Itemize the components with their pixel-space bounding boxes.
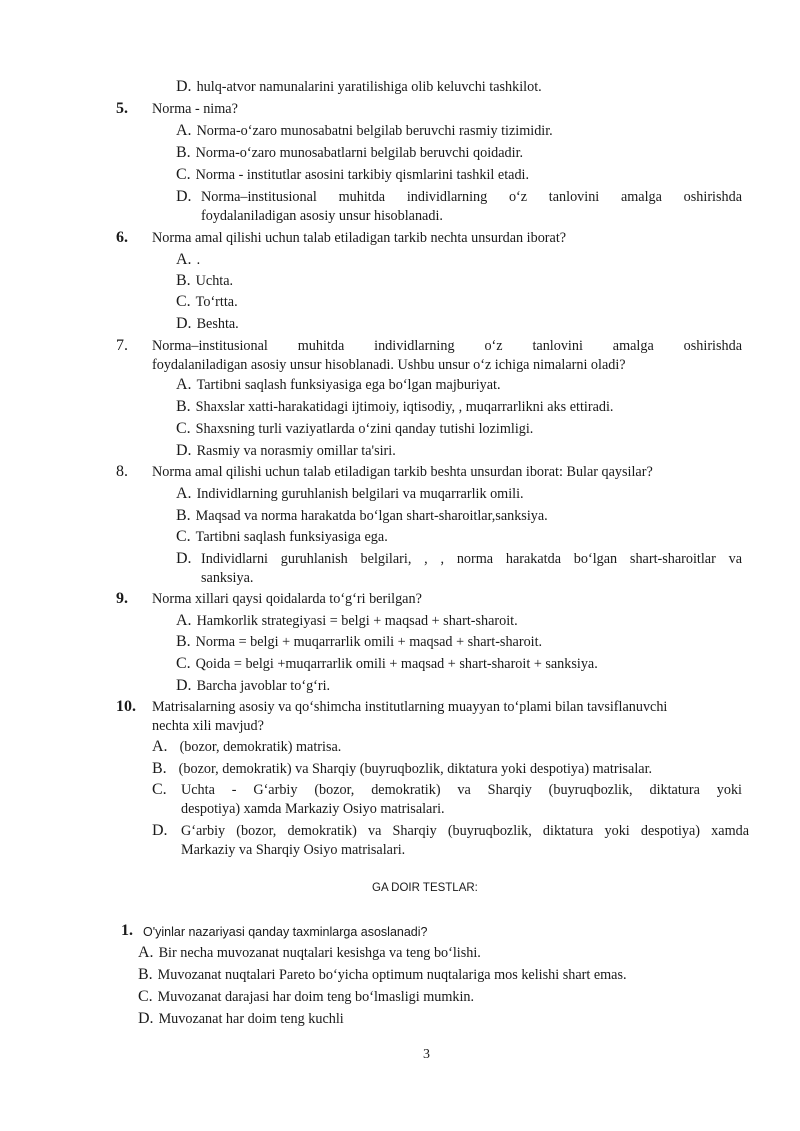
q7-option-b xyxy=(176,398,613,416)
question-text: Norma amal qilishi uchun talab etiladigan tarkib beshta unsurdan iborat: Bular qaysilar? xyxy=(152,464,653,480)
option-letter: B. xyxy=(176,272,191,289)
option-letter: D. xyxy=(152,822,168,839)
question-text-line2: nechta xili mavjud? xyxy=(152,718,264,734)
question-text: Norma xillari qaysi qoidalarda to‘g‘ri berilgan? xyxy=(152,591,422,607)
q5-option-c xyxy=(176,166,529,184)
option-text: . xyxy=(196,252,201,268)
option-text: Tartibni saqlash funksiyasiga ega. xyxy=(195,529,388,545)
question-text-line1: Matrisalarning asosiy va qo‘shimcha institutlarning muayyan to‘plami bilan tavsiflanuvchi xyxy=(152,699,668,715)
g1-option-c xyxy=(138,988,474,1006)
question-number: 9. xyxy=(116,590,128,607)
option-letter: B. xyxy=(176,398,191,415)
g1-option-b xyxy=(138,966,627,984)
option-text: Norma = belgi + muqarrarlik omili + maqsad + shart-sharoit. xyxy=(195,634,543,650)
option-text: Shaxslar xatti-harakatidagi ijtimoiy, iqtisodiy, , muqarrarlikni aks ettiradi. xyxy=(195,399,614,415)
option-letter: C. xyxy=(176,655,191,672)
question-number: 7. xyxy=(116,337,128,354)
q8-option-a xyxy=(176,485,524,503)
option-letter: C. xyxy=(176,293,191,310)
q7-option-c xyxy=(176,420,533,438)
option-text: Norma-o‘zaro munosabatlarni belgilab beruvchi qoidadir. xyxy=(195,145,524,161)
option-text: Bir necha muvozanat nuqtalari kesishga va teng bo‘lishi. xyxy=(158,945,481,961)
question-number: 8. xyxy=(116,463,128,480)
question-number: 5. xyxy=(116,100,128,117)
option-letter: C. xyxy=(176,166,191,183)
option-letter: A. xyxy=(138,944,154,961)
q10-option-c-letter xyxy=(152,781,172,799)
q5-option-a xyxy=(176,122,553,140)
q5-option-d-letter xyxy=(176,188,197,206)
option-text: Beshta. xyxy=(196,316,239,332)
option-letter: A. xyxy=(176,485,192,502)
question-number: 10. xyxy=(116,698,136,715)
option-letter: C. xyxy=(138,988,153,1005)
option-letter: D. xyxy=(138,1010,154,1027)
option-letter: B. xyxy=(176,144,191,161)
q8-option-b xyxy=(176,507,548,525)
q9-option-b xyxy=(176,633,542,651)
option-letter: B. xyxy=(176,633,191,650)
option-text: Norma - institutlar asosini tarkibiy qismlarini tashkil etadi. xyxy=(195,167,530,183)
q10-option-d-text-line1: G‘arbiy (bozor, demokratik) va Sharqiy (buyruqbozlik, diktatura yoki despotiya) xamda xyxy=(181,823,749,839)
option-letter: D. xyxy=(176,550,192,567)
g1-option-a xyxy=(138,944,481,962)
page-number: 3 xyxy=(423,1047,430,1062)
option-letter: C. xyxy=(176,420,191,437)
option-letter: B. xyxy=(138,966,153,983)
q7-option-d xyxy=(176,442,396,460)
section-heading: GA DOIR TESTLAR: xyxy=(372,882,478,894)
q9-option-a xyxy=(176,612,518,630)
option-letter: C. xyxy=(176,528,191,545)
option-letter: A. xyxy=(176,612,192,629)
option-text: Qoida = belgi +muqarrarlik omili + maqsad + shart-sharoit + sanksiya. xyxy=(195,656,598,672)
q10-option-c-text-line1: Uchta - G‘arbiy (bozor, demokratik) va Sharqiy (buyruqbozlik, diktatura yoki xyxy=(181,782,742,798)
option-text: Barcha javoblar to‘g‘ri. xyxy=(196,678,331,694)
q10-option-d-text-line2: Markaziy va Sharqiy Osiyo matrisalari. xyxy=(181,842,406,858)
option-text: Uchta. xyxy=(195,273,234,289)
question-text: Norma - nima? xyxy=(152,101,238,117)
question-number: 6. xyxy=(116,229,128,246)
q5-option-b xyxy=(176,144,523,162)
option-text: To‘rtta. xyxy=(195,294,238,310)
q10-option-c-text-line2: despotiya) xamda Markaziy Osiyo matrisalari. xyxy=(181,801,445,817)
g1-option-d xyxy=(138,1010,344,1028)
option-text: Rasmiy va norasmiy omillar ta'siri. xyxy=(196,443,396,459)
option-text: Shaxsning turli vaziyatlarda o‘zini qanday tutishi lozimligi. xyxy=(195,421,534,437)
option-letter: B. xyxy=(176,507,191,524)
option-text: hulq-atvor namunalarini yaratilishiga olib keluvchi tashkilot. xyxy=(196,79,542,95)
q6-option-b xyxy=(176,272,233,290)
q6-option-d xyxy=(176,315,239,333)
option-text: Individlarning guruhlanish belgilari va muqarrarlik omili. xyxy=(196,486,524,502)
question-text-line1: Norma–institusional muhitda individlarning o‘z tanlovini amalga oshirishda xyxy=(152,338,742,354)
option-letter: D. xyxy=(176,677,192,694)
option-text: Muvozanat nuqtalari Pareto bo‘yicha optimum nuqtalariga mos kelishi shart emas. xyxy=(157,967,627,983)
option-letter: B. xyxy=(152,760,167,777)
q7-option-a xyxy=(176,376,501,394)
option-letter: A. xyxy=(176,122,192,139)
question-number: 1. xyxy=(121,922,133,939)
q8-option-d-letter xyxy=(176,550,197,568)
option-letter: A. xyxy=(176,376,192,393)
q9-option-d xyxy=(176,677,330,695)
question-text-line2: foydalaniladigan asosiy unsur hisoblanadi. Ushbu unsur o‘z ichiga nimalarni oladi? xyxy=(152,357,626,373)
option-letter: D. xyxy=(176,188,192,205)
option-letter: A. xyxy=(176,251,192,268)
q6-option-c xyxy=(176,293,238,311)
q10-option-b xyxy=(152,760,652,778)
question-text: Norma amal qilishi uchun talab etiladigan tarkib nechta unsurdan iborat? xyxy=(152,230,567,246)
q10-option-d-letter xyxy=(152,822,173,840)
option-letter: C. xyxy=(152,781,167,798)
q4-option-d xyxy=(176,78,542,96)
option-letter: A. xyxy=(152,738,168,755)
q10-option-a xyxy=(152,738,341,756)
q8-option-d-text-line1: Individlarni guruhlanish belgilari, , , norma harakatda bo‘lgan shart-sharoitlar va xyxy=(201,551,742,567)
question-text: O'yinlar nazariyasi qanday taxminlarga asoslanadi? xyxy=(143,925,428,939)
option-text: Norma-o‘zaro munosabatni belgilab beruvchi rasmiy tizimidir. xyxy=(196,123,553,139)
option-text: Muvozanat darajasi har doim teng bo‘lmasligi mumkin. xyxy=(157,989,475,1005)
option-letter: D. xyxy=(176,315,192,332)
option-text: Muvozanat har doim teng kuchli xyxy=(158,1011,344,1027)
option-letter: D. xyxy=(176,442,192,459)
q8-option-d-text-line2: sanksiya. xyxy=(201,570,254,586)
q8-option-c xyxy=(176,528,388,546)
option-letter: D. xyxy=(176,78,192,95)
option-text: (bozor, demokratik) va Sharqiy (buyruqbozlik, diktatura yoki despotiya) matrisalar. xyxy=(178,761,653,777)
option-text: (bozor, demokratik) matrisa. xyxy=(179,739,342,755)
q5-option-d-text-line1: Norma–institusional muhitda individlarning o‘z tanlovini amalga oshirishda xyxy=(201,189,742,205)
option-text: Tartibni saqlash funksiyasiga ega bo‘lgan majburiyat. xyxy=(196,377,501,393)
option-text: Hamkorlik strategiyasi = belgi + maqsad + shart-sharoit. xyxy=(196,613,518,629)
option-text: Maqsad va norma harakatda bo‘lgan shart-sharoitlar,sanksiya. xyxy=(195,508,548,524)
q6-option-a xyxy=(176,251,200,269)
q5-option-d-text-line2: foydalaniladigan asosiy unsur hisoblanadi. xyxy=(201,208,443,224)
q9-option-c xyxy=(176,655,598,673)
